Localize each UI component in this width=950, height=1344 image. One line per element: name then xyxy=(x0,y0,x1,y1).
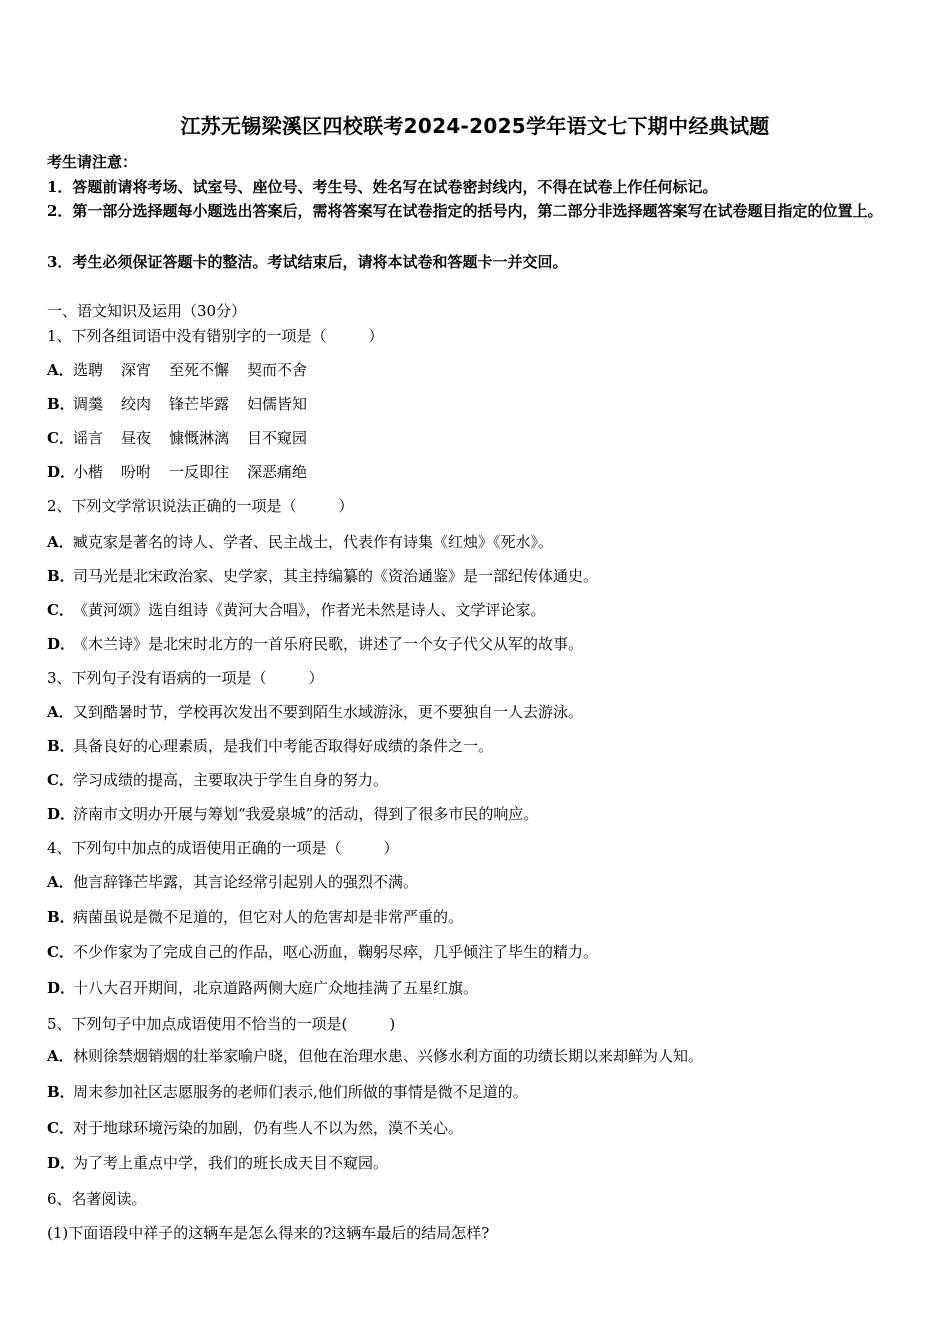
option-letter: C． xyxy=(47,601,74,619)
question-stem-text: 1、下列各组词语中没有错别字的一项是（ xyxy=(47,327,327,345)
bracket-close: ） xyxy=(383,839,399,857)
notice-item: 3．考生必须保证答题卡的整洁。考试结束后，请将本试卷和答题卡一并交回。 xyxy=(47,253,568,271)
option-word: 选聘 xyxy=(73,361,104,379)
option-word: 深恶痛绝 xyxy=(247,463,308,481)
option-letter: A． xyxy=(47,1047,74,1065)
option-letter: B． xyxy=(47,737,75,755)
option-letter: B． xyxy=(47,395,75,413)
bracket-close: ） xyxy=(338,497,354,515)
option-row xyxy=(47,942,598,962)
question-stem xyxy=(47,326,384,346)
option-row xyxy=(47,907,463,927)
bracket-close: ） xyxy=(308,669,324,687)
option-row xyxy=(47,532,553,552)
option-letter: A． xyxy=(47,361,74,379)
option-word: 绞肉 xyxy=(121,395,152,413)
notice-item: 2．第一部分选择题每小题选出答案后，需将答案写在试卷指定的括号内，第二部分非选择题答案写在试卷题目指定的位置上。 xyxy=(47,202,883,220)
option-letter: A． xyxy=(47,873,74,891)
section-heading: 一、语文知识及运用（30分） xyxy=(47,302,247,320)
option-row xyxy=(47,1046,703,1066)
option-row xyxy=(47,428,307,448)
option-row xyxy=(47,804,538,824)
question-stem xyxy=(47,496,354,516)
option-word: 目不窥园 xyxy=(247,429,308,447)
option-word: 锋芒毕露 xyxy=(169,395,230,413)
option-letter: D． xyxy=(47,979,76,997)
option-text: 臧克家是著名的诗人、学者、民主战士，代表作有诗集《红烛》《死水》。 xyxy=(73,533,554,551)
option-row xyxy=(47,462,307,482)
option-letter: C． xyxy=(47,429,74,447)
option-row xyxy=(47,1118,463,1138)
option-letter: D． xyxy=(47,463,76,481)
bracket-close: ） xyxy=(368,327,384,345)
option-word: 一反即往 xyxy=(169,463,230,481)
option-word: 深宵 xyxy=(121,361,152,379)
option-text: 具备良好的心理素质，是我们中考能否取得好成绩的条件之一。 xyxy=(73,737,494,755)
option-letter: D． xyxy=(47,635,76,653)
option-row xyxy=(47,566,598,586)
question-stem-text: 3、下列句子没有语病的一项是（ xyxy=(47,669,267,687)
option-text: 林则徐禁烟销烟的壮举家喻户晓，但他在治理水患、兴修水利方面的功绩长期以来却鲜为人知。 xyxy=(73,1047,704,1065)
option-letter: B． xyxy=(47,908,75,926)
option-row xyxy=(47,634,583,654)
option-word: 契而不舍 xyxy=(247,361,308,379)
option-letter: C． xyxy=(47,771,74,789)
option-row xyxy=(47,736,493,756)
question-stem xyxy=(47,838,399,858)
option-text: 又到酷暑时节，学校再次发出不要到陌生水域游泳，更不要独自一人去游泳。 xyxy=(73,703,584,721)
option-row xyxy=(47,770,388,790)
option-letter: A． xyxy=(47,533,74,551)
sub-question: (1)下面语段中祥子的这辆车是怎么得来的?这辆车最后的结局怎样? xyxy=(47,1224,490,1242)
option-text: 《黄河颂》选自组诗《黄河大合唱》，作者光未然是诗人、文学评论家。 xyxy=(73,601,546,619)
option-row xyxy=(47,600,546,620)
option-text: 司马光是北宋政治家、史学家，其主持编纂的《资治通鉴》是一部纪传体通史。 xyxy=(73,567,599,585)
option-row xyxy=(47,394,307,414)
option-letter: B． xyxy=(47,567,75,585)
option-letter: D． xyxy=(47,1154,76,1172)
option-word: 吩咐 xyxy=(121,463,152,481)
question-stem-text: 2、下列文学常识说法正确的一项是（ xyxy=(47,497,297,515)
option-text: 对于地球环境污染的加剧，仍有些人不以为然，漠不关心。 xyxy=(73,1119,464,1137)
option-text: 不少作家为了完成自己的作品，呕心沥血，鞠躬尽瘁，几乎倾注了毕生的精力。 xyxy=(73,943,599,961)
option-text: 他言辞锋芒毕露，其言论经常引起别人的强烈不满。 xyxy=(73,873,419,891)
option-word: 妇儒皆知 xyxy=(247,395,308,413)
bracket-close: ) xyxy=(389,1015,396,1033)
option-letter: A． xyxy=(47,703,74,721)
question-stem: 6、名著阅读。 xyxy=(47,1190,147,1208)
option-letter: D． xyxy=(47,805,76,823)
question-stem xyxy=(47,1014,395,1034)
option-word: 谣言 xyxy=(73,429,104,447)
option-word: 小楷 xyxy=(73,463,104,481)
question-stem xyxy=(47,668,324,688)
option-row xyxy=(47,872,418,892)
notice-heading: 考生请注意： xyxy=(47,153,138,171)
option-word: 慷慨淋漓 xyxy=(169,429,230,447)
option-row xyxy=(47,1153,388,1173)
option-row xyxy=(47,1082,528,1102)
option-text: 病菌虽说是微不足道的，但它对人的危害却是非常严重的。 xyxy=(73,908,464,926)
option-text: 十八大召开期间，北京道路两侧大庭广众地挂满了五星红旗。 xyxy=(73,979,479,997)
page-title: 江苏无锡梁溪区四校联考2024-2025学年语文七下期中经典试题 xyxy=(180,114,770,138)
option-text: 《木兰诗》是北宋时北方的一首乐府民歌，讲述了一个女子代父从军的故事。 xyxy=(73,635,584,653)
option-letter: C． xyxy=(47,1119,74,1137)
option-word: 昼夜 xyxy=(121,429,152,447)
option-text: 周末参加社区志愿服务的老师们表示,他们所做的事情是微不足道的。 xyxy=(73,1083,528,1101)
notice-item: 1．答题前请将考场、试室号、座位号、考生号、姓名写在试卷密封线内，不得在试卷上作任何标记。 xyxy=(47,178,718,196)
option-word: 至死不懈 xyxy=(169,361,230,379)
question-stem-text: 4、下列句中加点的成语使用正确的一项是（ xyxy=(47,839,342,857)
option-letter: B． xyxy=(47,1083,75,1101)
option-row xyxy=(47,978,478,998)
option-word: 调羹 xyxy=(73,395,104,413)
option-text: 学习成绩的提高，主要取决于学生自身的努力。 xyxy=(73,771,389,789)
question-stem-text: 5、下列句子中加点成语使用不恰当的一项是( xyxy=(47,1015,348,1033)
option-text: 济南市文明办开展与筹划“我爱泉城”的活动，得到了很多市民的响应。 xyxy=(73,805,539,823)
option-row xyxy=(47,360,307,380)
option-row xyxy=(47,702,583,722)
option-letter: C． xyxy=(47,943,74,961)
option-text: 为了考上重点中学，我们的班长成天目不窥园。 xyxy=(73,1154,389,1172)
